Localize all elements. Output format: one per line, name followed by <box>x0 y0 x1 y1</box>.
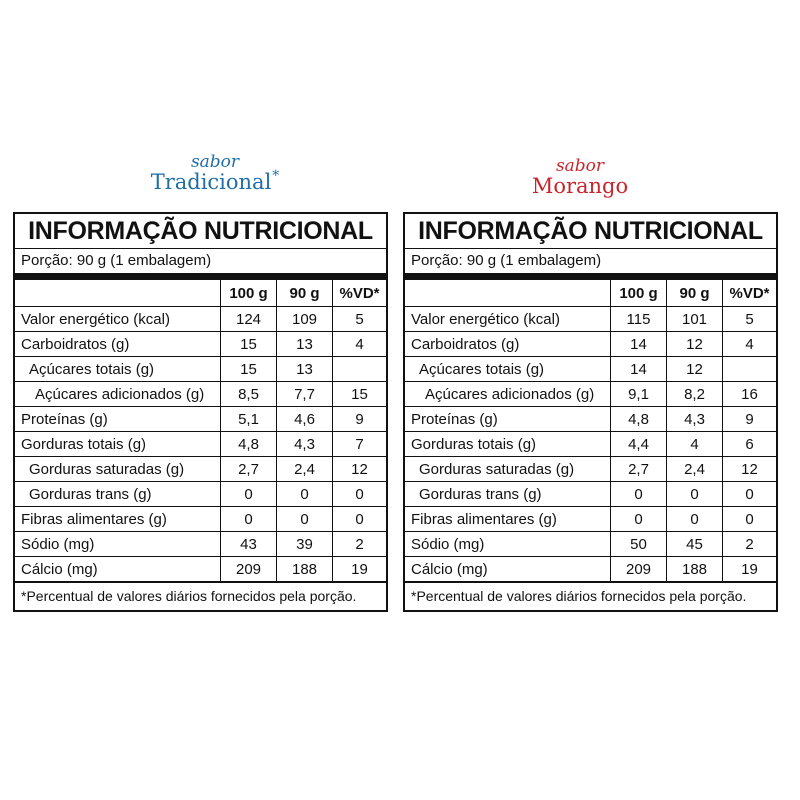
value-100g: 0 <box>244 510 253 528</box>
value-100g: 124 <box>235 310 262 328</box>
value-vd: 0 <box>355 510 364 528</box>
value-90g: 109 <box>291 310 318 328</box>
nutrition-table <box>15 280 386 581</box>
label-title: INFORMAÇÃO NUTRICIONAL <box>405 214 776 249</box>
value-90g: 4,3 <box>684 410 705 428</box>
value-90g: 188 <box>291 560 318 578</box>
value-vd: 4 <box>745 335 754 353</box>
value-90g: 12 <box>686 335 703 353</box>
portion-size: Porção: 90 g (1 embalagem) <box>405 249 776 280</box>
value-vd: 12 <box>351 460 368 478</box>
value-100g: 4,4 <box>628 435 649 453</box>
value-100g: 0 <box>634 510 643 528</box>
value-vd: 9 <box>745 410 754 428</box>
flavor-prefix: sabor <box>190 152 240 172</box>
value-90g: 4,6 <box>294 410 315 428</box>
table-row <box>405 407 776 432</box>
value-100g: 14 <box>630 335 647 353</box>
nutrient-label: Gorduras trans (g) <box>29 485 152 503</box>
value-100g: 0 <box>634 485 643 503</box>
table-row <box>405 307 776 332</box>
value-90g: 45 <box>686 535 703 553</box>
value-90g: 2,4 <box>684 460 705 478</box>
nutrient-label: Proteínas (g) <box>411 410 498 428</box>
header-100g: 100 g <box>611 280 667 307</box>
label-title: INFORMAÇÃO NUTRICIONAL <box>15 214 386 249</box>
flavor-heading-morango <box>510 158 650 197</box>
value-vd: 0 <box>745 485 754 503</box>
nutrient-label: Carboidratos (g) <box>411 335 520 353</box>
value-90g: 12 <box>686 360 703 378</box>
value-vd: 12 <box>741 460 758 478</box>
value-90g: 39 <box>296 535 313 553</box>
table-row <box>15 482 386 507</box>
table-row <box>15 307 386 332</box>
nutrient-label: Gorduras saturadas (g) <box>419 460 575 478</box>
table-row <box>405 532 776 557</box>
flavor-asterisk: * <box>272 168 280 184</box>
value-vd: 0 <box>745 510 754 528</box>
table-row <box>405 332 776 357</box>
value-100g: 2,7 <box>238 460 259 478</box>
value-100g: 43 <box>240 535 257 553</box>
nutrient-label: Açúcares adicionados (g) <box>35 385 205 403</box>
table-row <box>405 507 776 532</box>
value-vd: 5 <box>355 310 364 328</box>
value-90g: 4 <box>690 435 699 453</box>
nutrient-label: Gorduras saturadas (g) <box>29 460 185 478</box>
table-row <box>15 357 386 382</box>
value-90g: 0 <box>300 510 309 528</box>
value-90g: 101 <box>681 310 708 328</box>
value-100g: 9,1 <box>628 385 649 403</box>
nutrient-label: Fibras alimentares (g) <box>411 510 557 528</box>
nutrition-table <box>405 280 776 581</box>
value-100g: 209 <box>235 560 262 578</box>
nutrient-label: Proteínas (g) <box>21 410 108 428</box>
value-90g: 2,4 <box>294 460 315 478</box>
value-vd: 19 <box>741 560 758 578</box>
value-vd: 2 <box>745 535 754 553</box>
value-vd: 9 <box>355 410 364 428</box>
header-vd: %VD* <box>333 280 387 307</box>
value-90g: 13 <box>296 360 313 378</box>
table-row <box>15 457 386 482</box>
table-row <box>405 357 776 382</box>
value-100g: 50 <box>630 535 647 553</box>
nutrient-label: Gorduras totais (g) <box>21 435 147 453</box>
value-100g: 0 <box>244 485 253 503</box>
value-vd: 6 <box>745 435 754 453</box>
nutrient-label: Açúcares adicionados (g) <box>425 385 595 403</box>
value-100g: 15 <box>240 360 257 378</box>
nutrition-label-tradicional <box>13 212 388 612</box>
nutrition-label-morango <box>403 212 778 612</box>
value-90g: 7,7 <box>294 385 315 403</box>
flavor-name: Tradicional <box>150 170 272 194</box>
value-vd: 5 <box>745 310 754 328</box>
flavor-prefix: sabor <box>555 156 605 176</box>
table-row <box>405 557 776 582</box>
value-vd: 19 <box>351 560 368 578</box>
value-vd: 7 <box>355 435 364 453</box>
nutrient-label: Fibras alimentares (g) <box>21 510 167 528</box>
table-row <box>15 557 386 582</box>
value-100g: 5,1 <box>238 410 259 428</box>
table-row <box>15 407 386 432</box>
nutrient-label: Gorduras trans (g) <box>419 485 542 503</box>
value-100g: 4,8 <box>238 435 259 453</box>
table-row <box>405 432 776 457</box>
table-row <box>15 532 386 557</box>
value-100g: 2,7 <box>628 460 649 478</box>
value-90g: 13 <box>296 335 313 353</box>
value-100g: 14 <box>630 360 647 378</box>
nutrient-label: Valor energético (kcal) <box>411 310 560 328</box>
value-90g: 8,2 <box>684 385 705 403</box>
value-90g: 188 <box>681 560 708 578</box>
nutrient-label: Gorduras totais (g) <box>411 435 537 453</box>
nutrient-label: Cálcio (mg) <box>21 560 98 578</box>
table-row <box>405 457 776 482</box>
table-row <box>405 382 776 407</box>
header-90g: 90 g <box>277 280 333 307</box>
footnote: *Percentual de valores diários fornecidos pela porção. <box>405 581 776 610</box>
header-90g: 90 g <box>667 280 723 307</box>
nutrient-label: Cálcio (mg) <box>411 560 488 578</box>
value-vd: 15 <box>351 385 368 403</box>
nutrient-label: Valor energético (kcal) <box>21 310 170 328</box>
value-100g: 4,8 <box>628 410 649 428</box>
table-row <box>15 507 386 532</box>
value-vd: 16 <box>741 385 758 403</box>
table-header-row <box>405 280 776 307</box>
nutrient-label: Sódio (mg) <box>411 535 485 553</box>
table-row <box>15 332 386 357</box>
value-90g: 0 <box>690 510 699 528</box>
table-row <box>15 382 386 407</box>
header-blank <box>405 280 611 307</box>
flavor-name: Morango <box>531 174 629 198</box>
value-90g: 0 <box>300 485 309 503</box>
table-row <box>405 482 776 507</box>
value-100g: 15 <box>240 335 257 353</box>
value-100g: 209 <box>625 560 652 578</box>
value-90g: 4,3 <box>294 435 315 453</box>
value-vd: 2 <box>355 535 364 553</box>
table-header-row <box>15 280 386 307</box>
value-vd: 0 <box>355 485 364 503</box>
nutrient-label: Sódio (mg) <box>21 535 95 553</box>
flavor-heading-tradicional <box>140 154 290 193</box>
header-100g: 100 g <box>221 280 277 307</box>
nutrient-label: Açúcares totais (g) <box>29 360 155 378</box>
portion-size: Porção: 90 g (1 embalagem) <box>15 249 386 280</box>
header-blank <box>15 280 221 307</box>
value-100g: 8,5 <box>238 385 259 403</box>
header-vd: %VD* <box>723 280 777 307</box>
nutrient-label: Carboidratos (g) <box>21 335 130 353</box>
value-90g: 0 <box>690 485 699 503</box>
table-row <box>15 432 386 457</box>
nutrient-label: Açúcares totais (g) <box>419 360 545 378</box>
footnote: *Percentual de valores diários fornecidos pela porção. <box>15 581 386 610</box>
value-vd: 4 <box>355 335 364 353</box>
value-100g: 115 <box>626 310 651 328</box>
